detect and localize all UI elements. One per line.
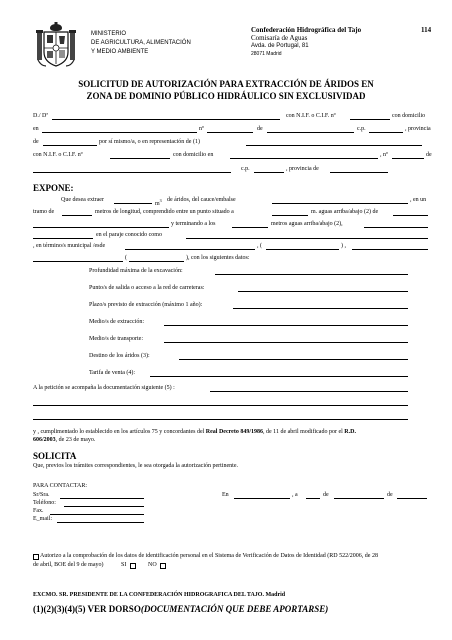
price-input[interactable] <box>150 369 408 377</box>
expone-text-6b: ), con los siguientes datos: <box>186 255 250 261</box>
org-dept: Comisaría de Aguas <box>251 34 308 42</box>
ministry-line-1: MINISTERIO <box>91 31 127 37</box>
legal-rd-number: 606/2003 <box>33 437 56 443</box>
form-title-line-2: ZONA DE DOMINIO PÚBLICO HIDRÁULICO SIN EXCLUSIVIDAD <box>86 91 366 101</box>
consent-text-2: de abril, BOE del 9 de mayo) <box>33 562 104 568</box>
field-label-extraction-means: Medio/s de extracción: <box>89 319 144 325</box>
field-label-access: Punto/s de salida o acceso a la red de carreteras: <box>89 285 205 291</box>
applicant-cp-input[interactable] <box>369 125 403 133</box>
date-day-input[interactable] <box>306 491 320 499</box>
applicant-number-input[interactable] <box>207 125 253 133</box>
label-provincia-2: , provincia de <box>286 166 319 172</box>
end-reference-input[interactable] <box>364 220 428 228</box>
applicant-city-input[interactable] <box>267 125 354 133</box>
legal-part-f: , de 23 de mayo. <box>55 437 96 443</box>
label-de-2: de <box>33 139 39 145</box>
expone-text-1d: , en un <box>410 197 427 203</box>
length-input[interactable] <box>62 208 92 216</box>
legal-rd: R.D. <box>344 429 356 435</box>
label-en: en <box>33 126 39 132</box>
consent-no-label: NO <box>148 562 157 568</box>
legal-text-1 <box>33 429 356 436</box>
label-domicilio: con domicilio <box>392 113 426 119</box>
legal-part-c: , de 11 de abril modificado por el <box>263 429 343 435</box>
org-city: 28071 Madrid <box>251 51 282 57</box>
applicant-street-input[interactable] <box>42 125 197 133</box>
representative-input[interactable] <box>246 138 422 146</box>
consent-si-checkbox[interactable] <box>130 563 136 569</box>
field-label-transport-means: Medio/s de transporte: <box>89 336 143 342</box>
period-input[interactable] <box>233 301 408 309</box>
expone-text-3b: metros aguas arriba/abajo (2), <box>271 221 343 227</box>
org-address: Avda. de Portugal, 81 <box>251 43 309 49</box>
org-name: Confederación Hidrográfica del Tajo <box>251 26 362 34</box>
contact-label-name: Sr/Sra. <box>33 492 50 498</box>
extraction-means-input[interactable] <box>164 318 408 326</box>
start-reference-input[interactable] <box>393 208 428 216</box>
expone-text-6a: ( <box>125 255 127 261</box>
date-place-input[interactable] <box>234 491 290 499</box>
label-cp-2: c.p. <box>241 166 250 172</box>
applicant-name-input[interactable] <box>52 112 280 120</box>
docs-input-3[interactable] <box>33 412 408 420</box>
expone-text-2a: tramo de <box>33 209 55 215</box>
expone-text-5b: , ( <box>257 243 262 249</box>
form-number: 114 <box>421 26 432 34</box>
solicita-heading: SOLICITA <box>33 451 77 461</box>
label-representacion: por sí mismo/a, o en representación de (1) <box>99 139 200 145</box>
municipality-input[interactable] <box>125 242 255 250</box>
label-n: nº <box>199 126 204 132</box>
contact-fax-input[interactable] <box>50 507 144 515</box>
end-distance-input[interactable] <box>232 220 268 228</box>
consent-no-checkbox[interactable] <box>160 563 166 569</box>
docs-input-2[interactable] <box>33 398 408 406</box>
representative-cp-input[interactable] <box>254 165 284 173</box>
label-cp: c.p. <box>357 126 366 132</box>
consent-checkbox[interactable] <box>33 554 39 560</box>
label-d: D./ Dª <box>33 113 48 119</box>
start-reference-cont-input[interactable] <box>33 220 169 228</box>
legal-part-a: y , cumplimentado lo establecido en los artículos 75 y concordantes del <box>33 429 205 435</box>
contact-email-input[interactable] <box>57 515 144 523</box>
label-nif-2: con N.I.F. o C.I.F. nº <box>33 152 83 158</box>
label-de-3: de <box>426 152 432 158</box>
riverbed-input[interactable] <box>272 196 408 204</box>
expone-text-5a: , en término/s municipal /esde <box>33 243 106 249</box>
province-2-input[interactable] <box>352 242 428 250</box>
date-label-a: , a <box>292 492 298 498</box>
date-month-input[interactable] <box>334 491 384 499</box>
representative-address-input[interactable] <box>230 151 378 159</box>
docs-label: A la petición se acompaña la documentación siguiente (5) : <box>33 385 175 391</box>
applicant-province-input[interactable] <box>43 138 97 146</box>
date-year-input[interactable] <box>397 491 427 499</box>
solicita-text: Que, previos los trámites correspondientes, le sea otorgada la autorización pertinente. <box>33 463 238 469</box>
coat-of-arms-icon <box>35 22 77 69</box>
volume-input[interactable] <box>114 196 152 204</box>
date-label-de: de <box>323 492 329 498</box>
expone-text-4a: en el paraje conocido como <box>96 232 162 238</box>
contact-phone-input[interactable] <box>64 499 144 507</box>
expone-heading: EXPONE: <box>33 183 74 193</box>
footer-notes-docs: (DOCUMENTACIÓN QUE DEBE APORTARSE) <box>140 604 329 614</box>
contact-heading: PARA CONTACTAR: <box>33 483 87 489</box>
representative-number-input[interactable] <box>392 151 424 159</box>
expone-text-1a: Que desea extraer <box>61 197 104 203</box>
transport-means-input[interactable] <box>164 335 408 343</box>
field-label-period: Plazo/s previsto de extracción (máximo 1 año): <box>89 302 203 308</box>
access-input[interactable] <box>238 284 408 292</box>
start-distance-input[interactable] <box>272 208 308 216</box>
representative-city-input[interactable] <box>33 165 231 173</box>
date-label-en: En <box>222 492 229 498</box>
expone-text-2c: m. aguas arriba/abajo (2) de <box>311 209 379 215</box>
municipality-2-input[interactable] <box>33 254 123 262</box>
contact-label-email: E_mail: <box>33 516 52 522</box>
addressee: EXCMO. SR. PRESIDENTE DE LA CONFEDERACIÓN HIDROGRAFICA DEL TAJO. Madrid <box>33 592 286 598</box>
legal-decree: Real Decreto 849/1986 <box>205 429 264 435</box>
docs-input-1[interactable] <box>210 384 408 392</box>
unit-exp: 3 <box>159 198 162 203</box>
field-label-depth: Profundidad máxima de la excavación: <box>89 268 183 274</box>
place-name-input[interactable] <box>186 231 428 239</box>
consent-si-label: SI <box>121 562 127 568</box>
applicant-nif-input[interactable] <box>350 112 390 120</box>
expone-text-5c: ) , <box>341 243 346 249</box>
ministry-line-2: DE AGRICULTURA, ALIMENTACIÓN <box>91 40 191 46</box>
depth-input[interactable] <box>215 267 408 275</box>
date-label-de-2: de <box>387 492 393 498</box>
expone-text-3a: y terminando a los <box>171 221 216 227</box>
consent-text-1: Autorizo a la comprobación de los datos de identificación personal en el Sistema de Verificación de Datos de Identidad (RD 522/2006, de 28 <box>40 553 378 559</box>
expone-text-1c: de áridos, del cauce/embalse <box>167 197 236 203</box>
expone-unit <box>155 197 162 208</box>
contact-name-input[interactable] <box>60 491 144 499</box>
end-reference-cont-input[interactable] <box>33 231 93 239</box>
field-label-destination: Destino de los áridos (3): <box>89 353 150 359</box>
label-de: de <box>257 126 263 132</box>
province-3-input[interactable] <box>129 254 184 262</box>
label-provincia: , provincia <box>405 126 431 132</box>
label-n-2: , nº <box>380 152 388 158</box>
representative-nif-input[interactable] <box>110 151 170 159</box>
representative-province-input[interactable] <box>330 165 388 173</box>
unit-m: m <box>155 201 160 207</box>
form-title-line-1: SOLICITUD DE AUTORIZACIÓN PARA EXTRACCIÓN DE ÁRIDOS EN <box>78 79 374 89</box>
legal-text-2 <box>33 437 95 444</box>
label-nif: con N.I.F. o C.I.F. nº <box>286 113 336 119</box>
contact-label-phone: Teléfono: <box>33 500 56 506</box>
footer-notes <box>33 604 328 614</box>
contact-label-fax: Fax. <box>33 508 44 514</box>
footer-notes-refs: (1)(2)(3)(4)(5) VER DORSO <box>33 604 141 614</box>
expone-text-2b: metros de longitud, comprendido entre un punto situado a <box>95 209 234 215</box>
field-label-price: Tarifa de venta (4): <box>89 370 136 376</box>
ministry-line-3: Y MEDIO AMBIENTE <box>91 49 149 55</box>
label-domicilio-2: con domicilio en <box>173 152 214 158</box>
destination-input[interactable] <box>179 352 408 360</box>
province-input[interactable] <box>266 242 339 250</box>
